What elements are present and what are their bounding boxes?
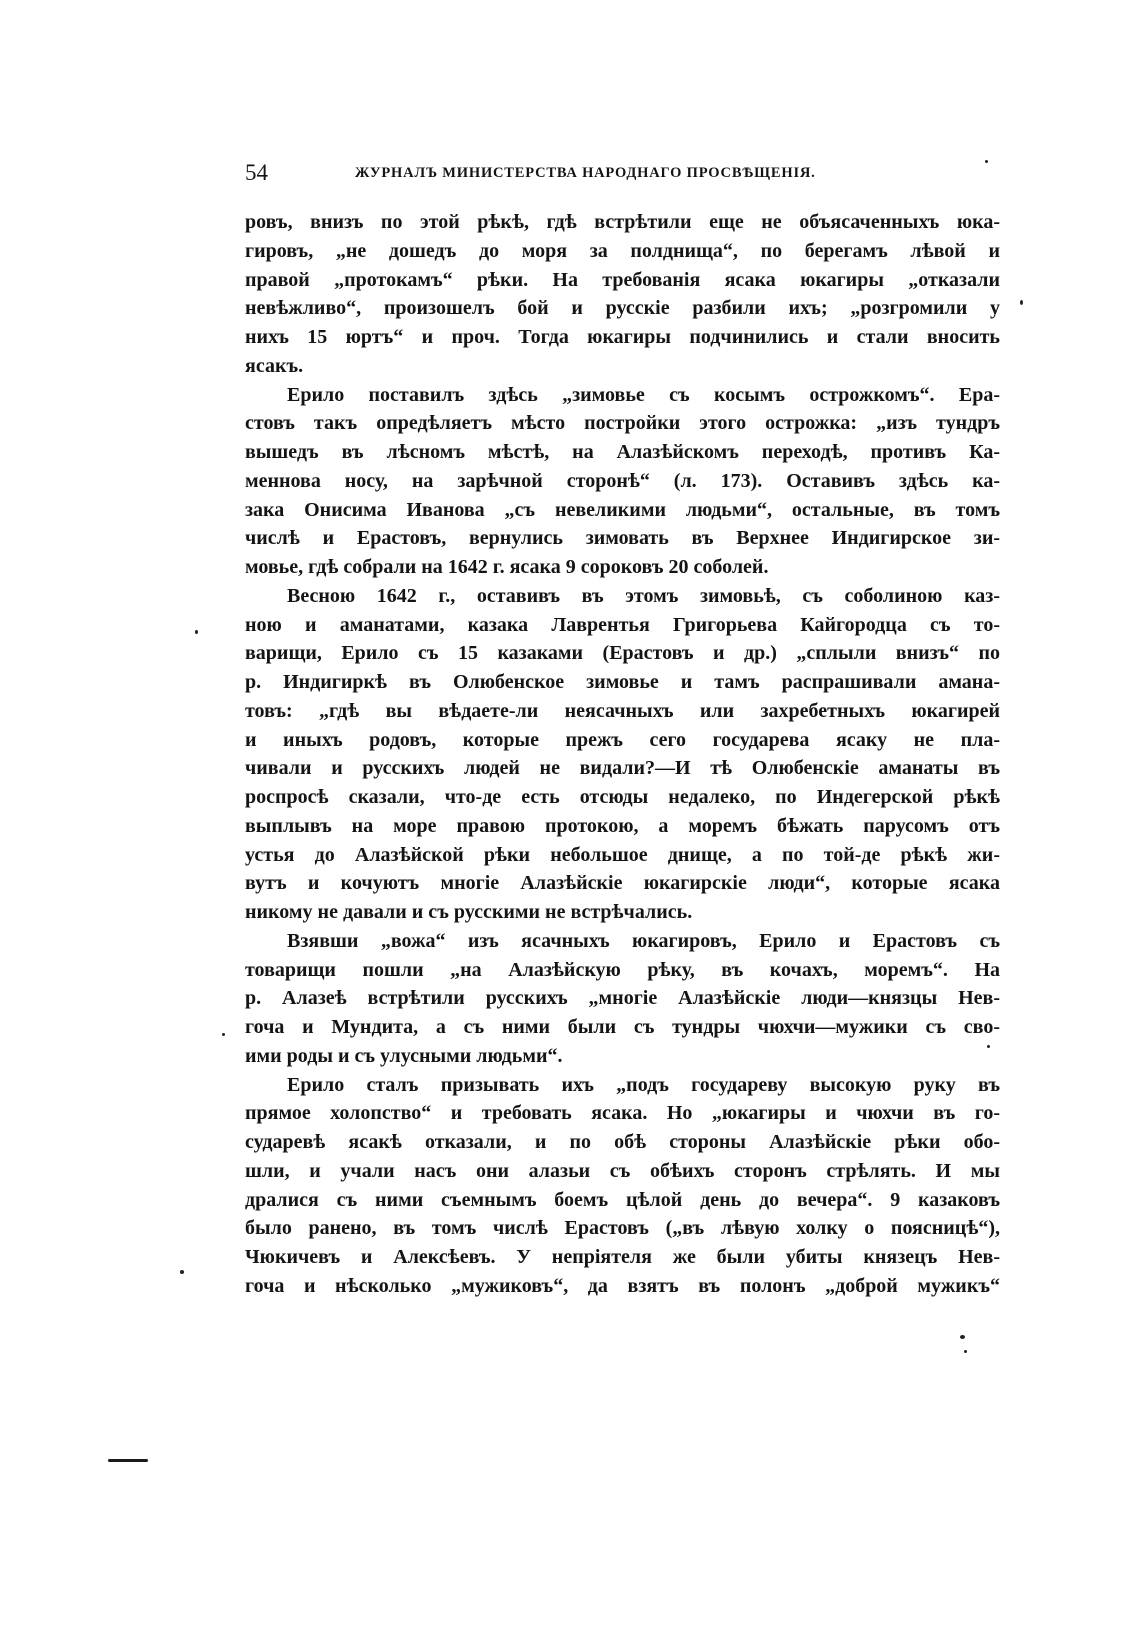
text-line: р. Алазеѣ встрѣтили русскихъ „многіе Алазѣйскіе люди—князцы Нев- [245,987,1000,1010]
text-line: гоча и нѣсколько „мужиковъ“, да взятъ въ полонъ „доброй мужикъ“ [245,1274,1000,1297]
text-line: р. Индигиркѣ въ Олюбенское зимовье и тамъ распрашивали амана- [245,671,1000,693]
scan-speck [985,160,988,163]
scan-speck [180,1270,184,1274]
text-line: роспросѣ сказали, что-де есть отсюды недалеко, по Индегерской рѣкѣ [245,786,1000,808]
text-line: ясакъ. [245,354,304,377]
text-line: гировъ, „не дошедъ до моря за полднища“, по берегамъ лѣвой и [245,239,1000,262]
text-line: гоча и Мундита, а съ ними были съ тундры чюхчи—мужики съ сво- [245,1016,1000,1038]
text-line: сударевѣ ясакѣ отказали, и по обѣ стороны Алазѣйскіе рѣки обо- [245,1131,1000,1153]
text-line: меннова носу, на зарѣчной сторонѣ“ (л. 173). Оставивъ здѣсь ка- [245,469,1000,492]
text-line: Взявши „вожа“ изъ ясачныхъ юкагировъ, Ерило и Ерастовъ съ [287,929,1000,952]
text-line: никому не давали и съ русскими не встрѣчались. [245,901,693,923]
text-line: вутъ и кочуютъ многіе Алазѣйскіе юкагирскіе люди“, которые ясака [245,872,1000,895]
body-text [245,208,1000,1301]
scan-speck [960,1335,965,1339]
text-line: Ерило поставилъ здѣсь „зимовье съ косымъ острожкомъ“. Ера- [287,383,1000,406]
scan-speck [1020,300,1023,305]
text-line: правой „протокамъ“ рѣки. На требованія ясака юкагиры „отказали [245,268,1000,291]
text-line: товарищи пошли „на Алазѣйскую рѣку, въ кочахъ, моремъ“. На [245,958,1000,981]
text-line: товъ: „гдѣ вы вѣдаете-ли неясачныхъ или захребетныхъ юкагирей [245,699,1000,722]
text-line: нихъ 15 юртъ“ и проч. Тогда юкагиры подчинились и стали вносить [245,326,1000,348]
scan-dash-mark [108,1459,148,1462]
text-line: Ерило сталъ призывать ихъ „подъ государеву высокую руку въ [287,1073,1000,1096]
text-line: мовье, гдѣ собрали на 1642 г. ясака 9 сороковъ 20 соболей. [245,556,769,578]
text-line: прямое холопство“ и требовать ясака. Но „юкагиры и чюхчи въ го- [245,1102,1000,1125]
scan-speck [964,1350,967,1353]
page-header [245,160,945,196]
text-line: вышедъ въ лѣсномъ мѣстѣ, на Алазѣйскомъ переходѣ, противъ Ка- [245,441,1000,463]
text-line: варищи, Ерило съ 15 казаками (Ерастовъ и др.) „сплыли внизъ“ по [245,642,1000,665]
text-line: выплывъ на море правою протокою, а моремъ бѣжать парусомъ отъ [245,814,1000,837]
text-line: и иныхъ родовъ, которые прежъ сего государева ясаку не пла- [245,728,1000,751]
text-line: было ранено, въ томъ числѣ Ерастовъ („въ лѣвую холку о поясницѣ“), [245,1217,1000,1240]
text-line: числѣ и Ерастовъ, вернулись зимовать въ Верхнее Индигирское зи- [245,527,1000,550]
text-line: стовъ такъ опредѣляетъ мѣсто постройки этого острожка: „изъ тундръ [245,412,1000,435]
text-line: Весною 1642 г., оставивъ въ этомъ зимовьѣ, съ соболиною каз- [287,584,1000,607]
running-title: ЖУРНАЛЪ МИНИСТЕРСТВА НАРОДНАГО ПРОСВѢЩЕНІЯ. [355,165,816,181]
scan-speck [222,1033,225,1036]
text-line: ною и аманатами, казака Лаврентья Григорьева Кайгородца съ то- [245,613,1000,636]
text-line: дралися съ ними съемнымъ боемъ цѣлой день до вечера“. 9 казаковъ [245,1188,1000,1211]
text-line: зака Онисима Иванова „съ невеликими людьми“, остальные, въ томъ [245,498,1000,521]
text-line: чивали и русскихъ людей не видали?—И тѣ Олюбенскіе аманаты въ [245,757,1000,780]
text-line: ими роды и съ улусными людьми“. [245,1044,563,1067]
text-line: шли, и учали насъ они алазьи съ обѣихъ сторонъ стрѣлять. И мы [245,1159,1000,1182]
text-line: ровъ, внизъ по этой рѣкѣ, гдѣ встрѣтили еще не объясаченныхъ юка- [245,211,1000,233]
scan-speck [195,630,198,634]
text-line: Чюкичевъ и Алексѣевъ. У непріятеля же были убиты князецъ Нев- [245,1246,1000,1268]
scan-speck [987,1045,990,1048]
text-line: невѣжливо“, произошелъ бой и русскіе разбили ихъ; „розгромили у [245,297,1000,320]
text-line: устья до Алазѣйской рѣки небольшое днище, а по той-де рѣкѣ жи- [245,843,1000,866]
page-number: 54 [245,160,268,185]
